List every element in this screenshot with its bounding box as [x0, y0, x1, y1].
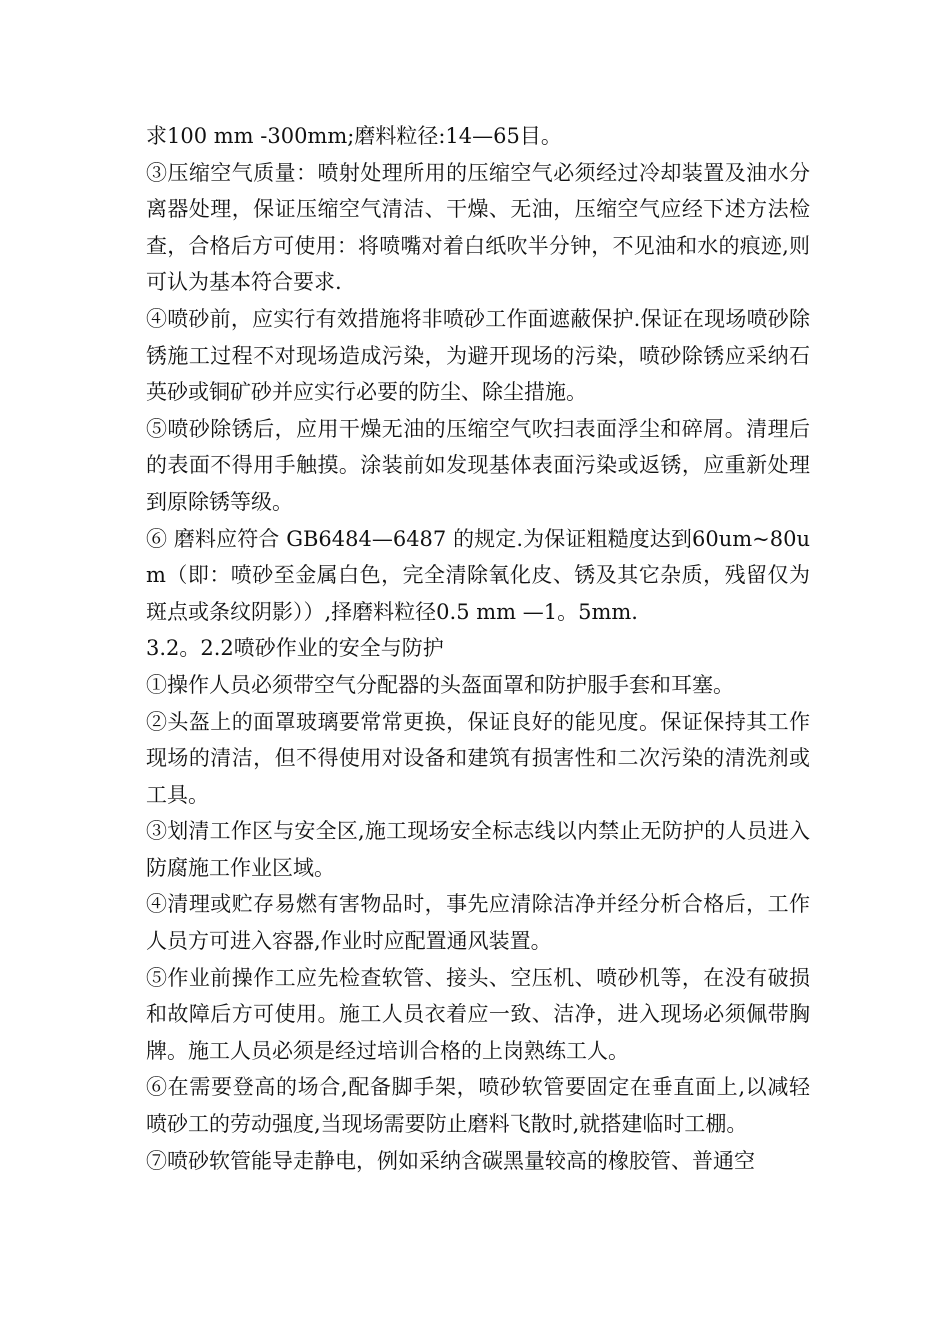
paragraph-continuation: 求100 mm -300mm;磨料粒径:14—65目。	[146, 124, 562, 148]
paragraph-safety-3: ③划清工作区与安全区,施工现场安全标志线以内禁止无防护的人员进入防腐施工作业区域。	[146, 819, 810, 880]
paragraph-post-blast-cleaning: ⑤喷砂除锈后，应用干燥无油的压缩空气吹扫表面浮尘和碎屑。清理后的表面不得用手触摸。涂装前如发现基体表面污染或返锈，应重新处理到原除锈等级。	[146, 416, 810, 514]
paragraph-safety-5: ⑤作业前操作工应先检查软管、接头、空压机、喷砂机等，在没有破损和故障后方可使用。施工人员衣着应一致、洁净，进入现场必须佩带胸牌。施工人员必须是经过培训合格的上岗熟练工人。	[146, 965, 810, 1063]
paragraph-safety-7: ⑦喷砂软管能导走静电，例如采纳含碳黑量较高的橡胶管、普通空	[146, 1148, 755, 1173]
paragraph-compressed-air-quality: ③压缩空气质量：喷射处理所用的压缩空气必须经过冷却装置及油水分离器处理，保证压缩空气清洁、干燥、无油，压缩空气应经下述方法检查，合格后方可使用：将喷嘴对着白纸吹半分钟，不见油和水的痕迹,则可认为基本符合要求.	[146, 160, 810, 295]
paragraph-safety-6: ⑥在需要登高的场合,配备脚手架，喷砂软管要固定在垂直面上,以减轻喷砂工的劳动强度,当现场需要防止磨料飞散时,就搭建临时工棚。	[146, 1075, 810, 1137]
document-body	[146, 118, 810, 1179]
section-heading-safety: 3.2。2.2喷砂作业的安全与防护	[146, 636, 444, 661]
paragraph-safety-2: ②头盔上的面罩玻璃要常常更换，保证良好的能见度。保证保持其工作现场的清洁，但不得使用对设备和建筑有损害性和二次污染的清洗剂或工具。	[146, 709, 810, 807]
paragraph-masking-protection: ④喷砂前，应实行有效措施将非喷砂工作面遮蔽保护.保证在现场喷砂除锈施工过程不对现场造成污染，为避开现场的污染，喷砂除锈应采纳石英砂或铜矿砂并应实行必要的防尘、除尘措施。	[146, 306, 810, 405]
paragraph-safety-4: ④清理或贮存易燃有害物品时，事先应清除洁净并经分析合格后，工作人员方可进入容器,作业时应配置通风装置。	[146, 892, 810, 954]
paragraph-safety-1: ①操作人员必须带空气分配器的头盔面罩和防护服手套和耳塞。	[146, 672, 734, 697]
paragraph-abrasive-spec: ⑥ 磨料应符合 GB6484—6487 的规定.为保证粗糙度达到60um~80um（即：喷砂至金属白色，完全清除氧化皮、锈及其它杂质，残留仅为斑点或条纹阴影））,择磨料粒径0.5 mm —1。5mm.	[146, 526, 810, 624]
